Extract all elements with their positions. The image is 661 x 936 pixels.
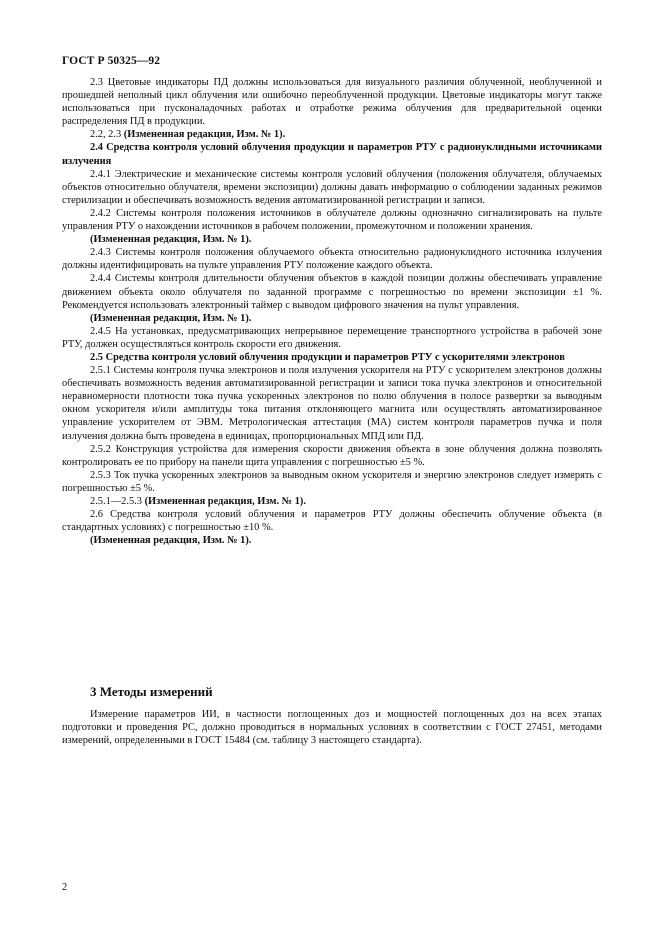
paragraph: 2.5.3 Ток пучка ускоренных электронов за выводным окном ускорителя и энергию электронов следует измерять с погрешностью ±5 %. bbox=[62, 469, 602, 494]
paragraph: 2.2, 2.3 (Измененная редакция, Изм. № 1). bbox=[90, 129, 286, 141]
subsection-heading: 2.4 Средства контроля условий облучения продукции и параметров РТУ с радионуклидными источниками излучения bbox=[62, 142, 602, 167]
paragraph: 2.5.1—2.5.3 (Измененная редакция, Изм. № 1). bbox=[90, 496, 306, 507]
document-header: ГОСТ Р 50325—92 bbox=[62, 55, 161, 67]
paragraph: 2.5.2 Конструкция устройства для измерения скорости движения объекта в зоне облучения должна позволять контролировать ее по прибору на панели щита управления с погрешностью ±5 %. bbox=[62, 443, 602, 468]
paragraph: 2.4.2 Системы контроля положения источников в облучателе должны однозначно сигнализировать на пульте управления РТУ о нахождении источников в рабочем положении, промежуточном и положении хранения. bbox=[62, 207, 602, 233]
paragraph: 2.4.5 На установках, предусматривающих непрерывное перемещение транспортного устройства в рабочей зоне РТУ, должен осуществляться контроль скорости его движения. bbox=[62, 325, 602, 350]
paragraph: 2.6 Средства контроля условий облучения и параметров РТУ должны обеспечить облучение объекта (в стандартных условиях) с погрешностью ±10 %. bbox=[62, 509, 602, 534]
section-body bbox=[62, 708, 602, 748]
subsection-heading: 2.5 Средства контроля условий облучения продукции и параметров РТУ с ускорителями электронов bbox=[90, 351, 565, 363]
paragraph: 2.4.1 Электрические и механические системы контроля условий облучения (положения облучателя, облучаемых объектов относительно облучателя, времени экспозиции) должны давать информацию о соблюдении заданных режимов стерилизации и обеспечивать возможность ведения автоматизированной регистрации и записи. bbox=[62, 168, 602, 206]
paragraph: 2.3 Цветовые индикаторы ПД должны использоваться для визуального различия облученной, необлученной и прошедшей неполный цикл облучения или ошибочно переоблученной продукции. Цветовые индикаторы могут также использоваться при пусконаладочных работах и отработке режима облучения для предварительной оценки распределения ПД в продукции. bbox=[62, 77, 602, 128]
paragraph: 2.4.4 Системы контроля длительности облучения объектов в каждой позиции должны обеспечивать управление движением объекта около облучателя по заданной программе с погрешностью по времени экспозиции ±1 %. Рекомендуется использовать электронный таймер с выводом цифрового значения на пульт управления. bbox=[62, 273, 602, 311]
paragraph: Измерение параметров ИИ, в частности поглощенных доз и мощностей поглощенных доз на всех этапах подготовки и проведения РС, должно проводиться в нормальных условиях в соответствии с ГОСТ 27451, методами измерений, определенными в ГОСТ 15484 (см. таблицу 3 настоящего стандарта). bbox=[62, 709, 602, 747]
amendment-note: (Измененная редакция, Изм. № 1). bbox=[90, 312, 252, 324]
paragraph: 2.4.3 Системы контроля положения облучаемого объекта относительно радионуклидного источника излучения должны идентифицировать на пульте управления РТУ положение каждого объекта. bbox=[62, 247, 602, 272]
paragraph: 2.5.1 Системы контроля пучка электронов и поля излучения ускорителя на РТУ с ускорителем электронов должны обеспечивать возможность ведения автоматизированной регистрации и записи тока пучка электронов и относительной неравномерности плотности тока пучка ускоренных электронов по полю облучения в полосе развертки за выводным окном ускорителя и/или амплитуды тока питания отклоняющего магнита или осуществлять автоматизированное управление ускорителем от ЭВМ. Метрологическая аттестация (МА) систем контроля параметров пучка и поля излучения должна быть проведена в единицах, пропорциональных МПД или ПД. bbox=[62, 365, 602, 442]
amendment-note: (Измененная редакция, Изм. № 1). bbox=[90, 234, 252, 246]
document-body bbox=[62, 76, 602, 547]
amendment-note: (Измененная редакция, Изм. № 1). bbox=[90, 535, 252, 547]
page-number: 2 bbox=[62, 882, 68, 893]
section-title: 3 Методы измерений bbox=[90, 684, 213, 699]
